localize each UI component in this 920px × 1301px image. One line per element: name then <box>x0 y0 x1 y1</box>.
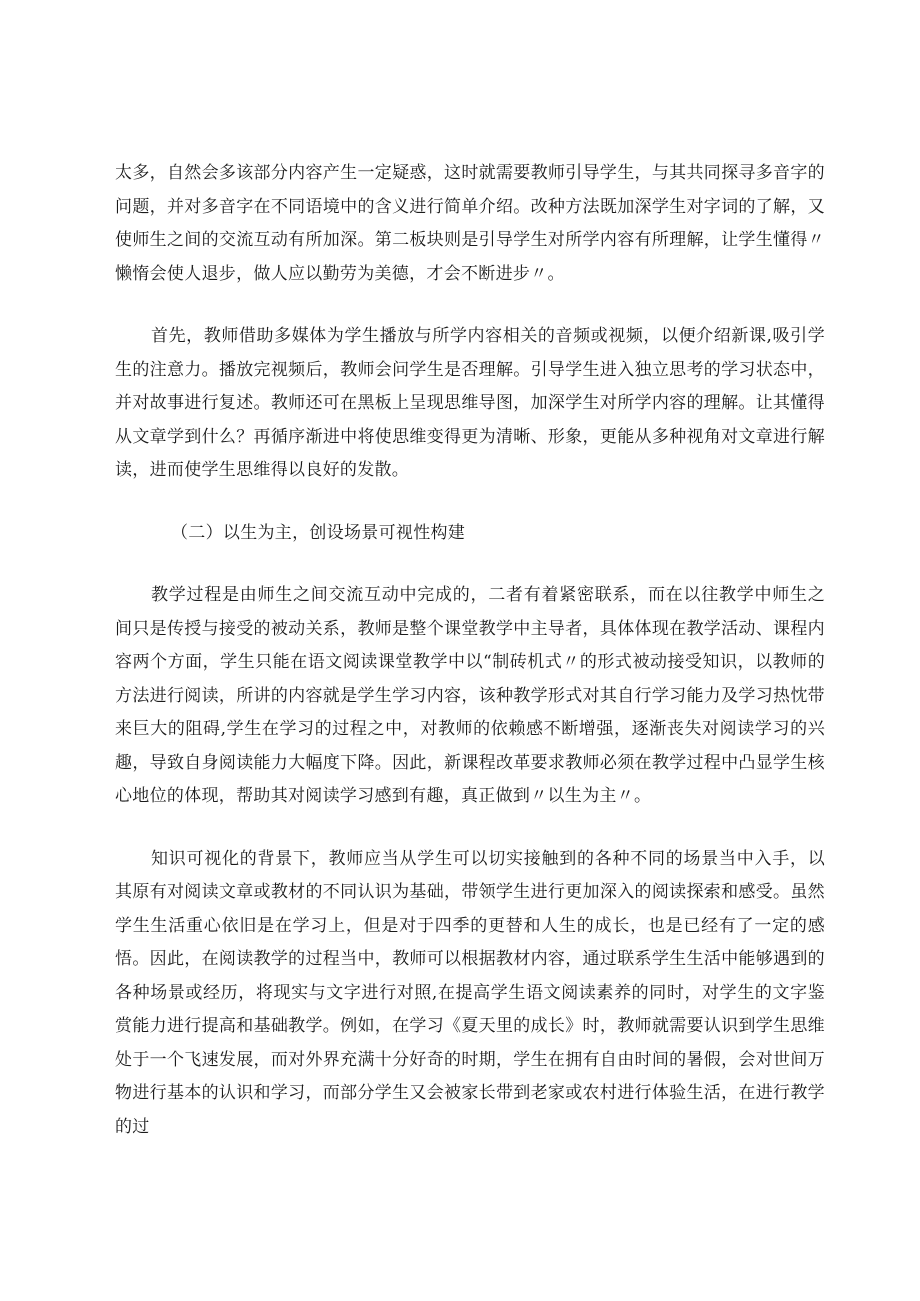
paragraph-continuation: 太多，自然会多该部分内容产生一定疑惑，这时就需要教师引导学生，与其共同探寻多音字的问题，并对多音字在不同语境中的含义进行简单介绍。改种方法既加深学生对字词的了解，又使师生之间的交流互动有所加深。第二板块则是引导学生对所学内容有所理解，让学生懂得〃懒惰会使人退步，做人应以勤劳为美德，才会不断进步〃。 <box>115 163 825 284</box>
document-body <box>115 157 825 1173</box>
section-heading: （二）以生为主，创设场景可视性构建 <box>171 522 466 543</box>
paragraph-teaching-process: 教学过程是由师生之间交流互动中完成的，二者有着紧密联系，而在以往教学中师生之间只是传授与接受的被动关系，教师是整个课堂教学中主导者，具体体现在教学活动、课程内容两个方面，学生只能在语文阅读课堂教学中以“制砖机式〃的形式被动接受知识，以教师的方法进行阅读，所讲的内容就是学生学习内容，该种教学形式对其自行学习能力及学习热忱带来巨大的阻碍,学生在学习的过程之中，对教师的依赖感不断增强，逐渐丧失对阅读学习的兴趣，导致自身阅读能力大幅度下降。因此，新课程改革要求教师必须在教学过程中凸显学生核心地位的体现，帮助其对阅读学习感到有趣，真正做到〃以生为主〃。 <box>115 585 825 806</box>
paragraph-multimedia: 首先，教师借助多媒体为学生播放与所学内容相关的音频或视频，以便介绍新课,吸引学生的注意力。播放完视频后，教师会问学生是否理解。引导学生进入独立思考的学习状态中，并对故事进行复述。教师还可在黑板上呈现思维导图，加深学生对所学内容的理解。让其懂得从文章学到什么？再循序渐进中将使思维变得更为清晰、形象，更能从多种视角对文章进行解读，进而使学生思维得以良好的发散。 <box>115 326 825 480</box>
paragraph-knowledge-visualization: 知识可视化的背景下，教师应当从学生可以切实接触到的各种不同的场景当中入手，以其原有对阅读文章或教材的不同认识为基础，带领学生进行更加深入的阅读探索和感受。虽然学生生活重心依旧是在学习上，但是对于四季的更替和人生的成长，也是已经有了一定的感悟。因此，在阅读教学的过程当中，教师可以根据教材内容，通过联系学生生活中能够遇到的各种场景或经历，将现实与文字进行对照,在提高学生语文阅读素养的同时，对学生的文字鉴赏能力进行提高和基础教学。例如，在学习《夏天里的成长》时，教师就需要认识到学生思维处于一个飞速发展，而对外界充满十分好奇的时期，学生在拥有自由时间的暑假，会对世间万物进行基本的认识和学习，而部分学生又会被家长带到老家或农村进行体验生活，在进行教学的过 <box>115 848 825 1137</box>
